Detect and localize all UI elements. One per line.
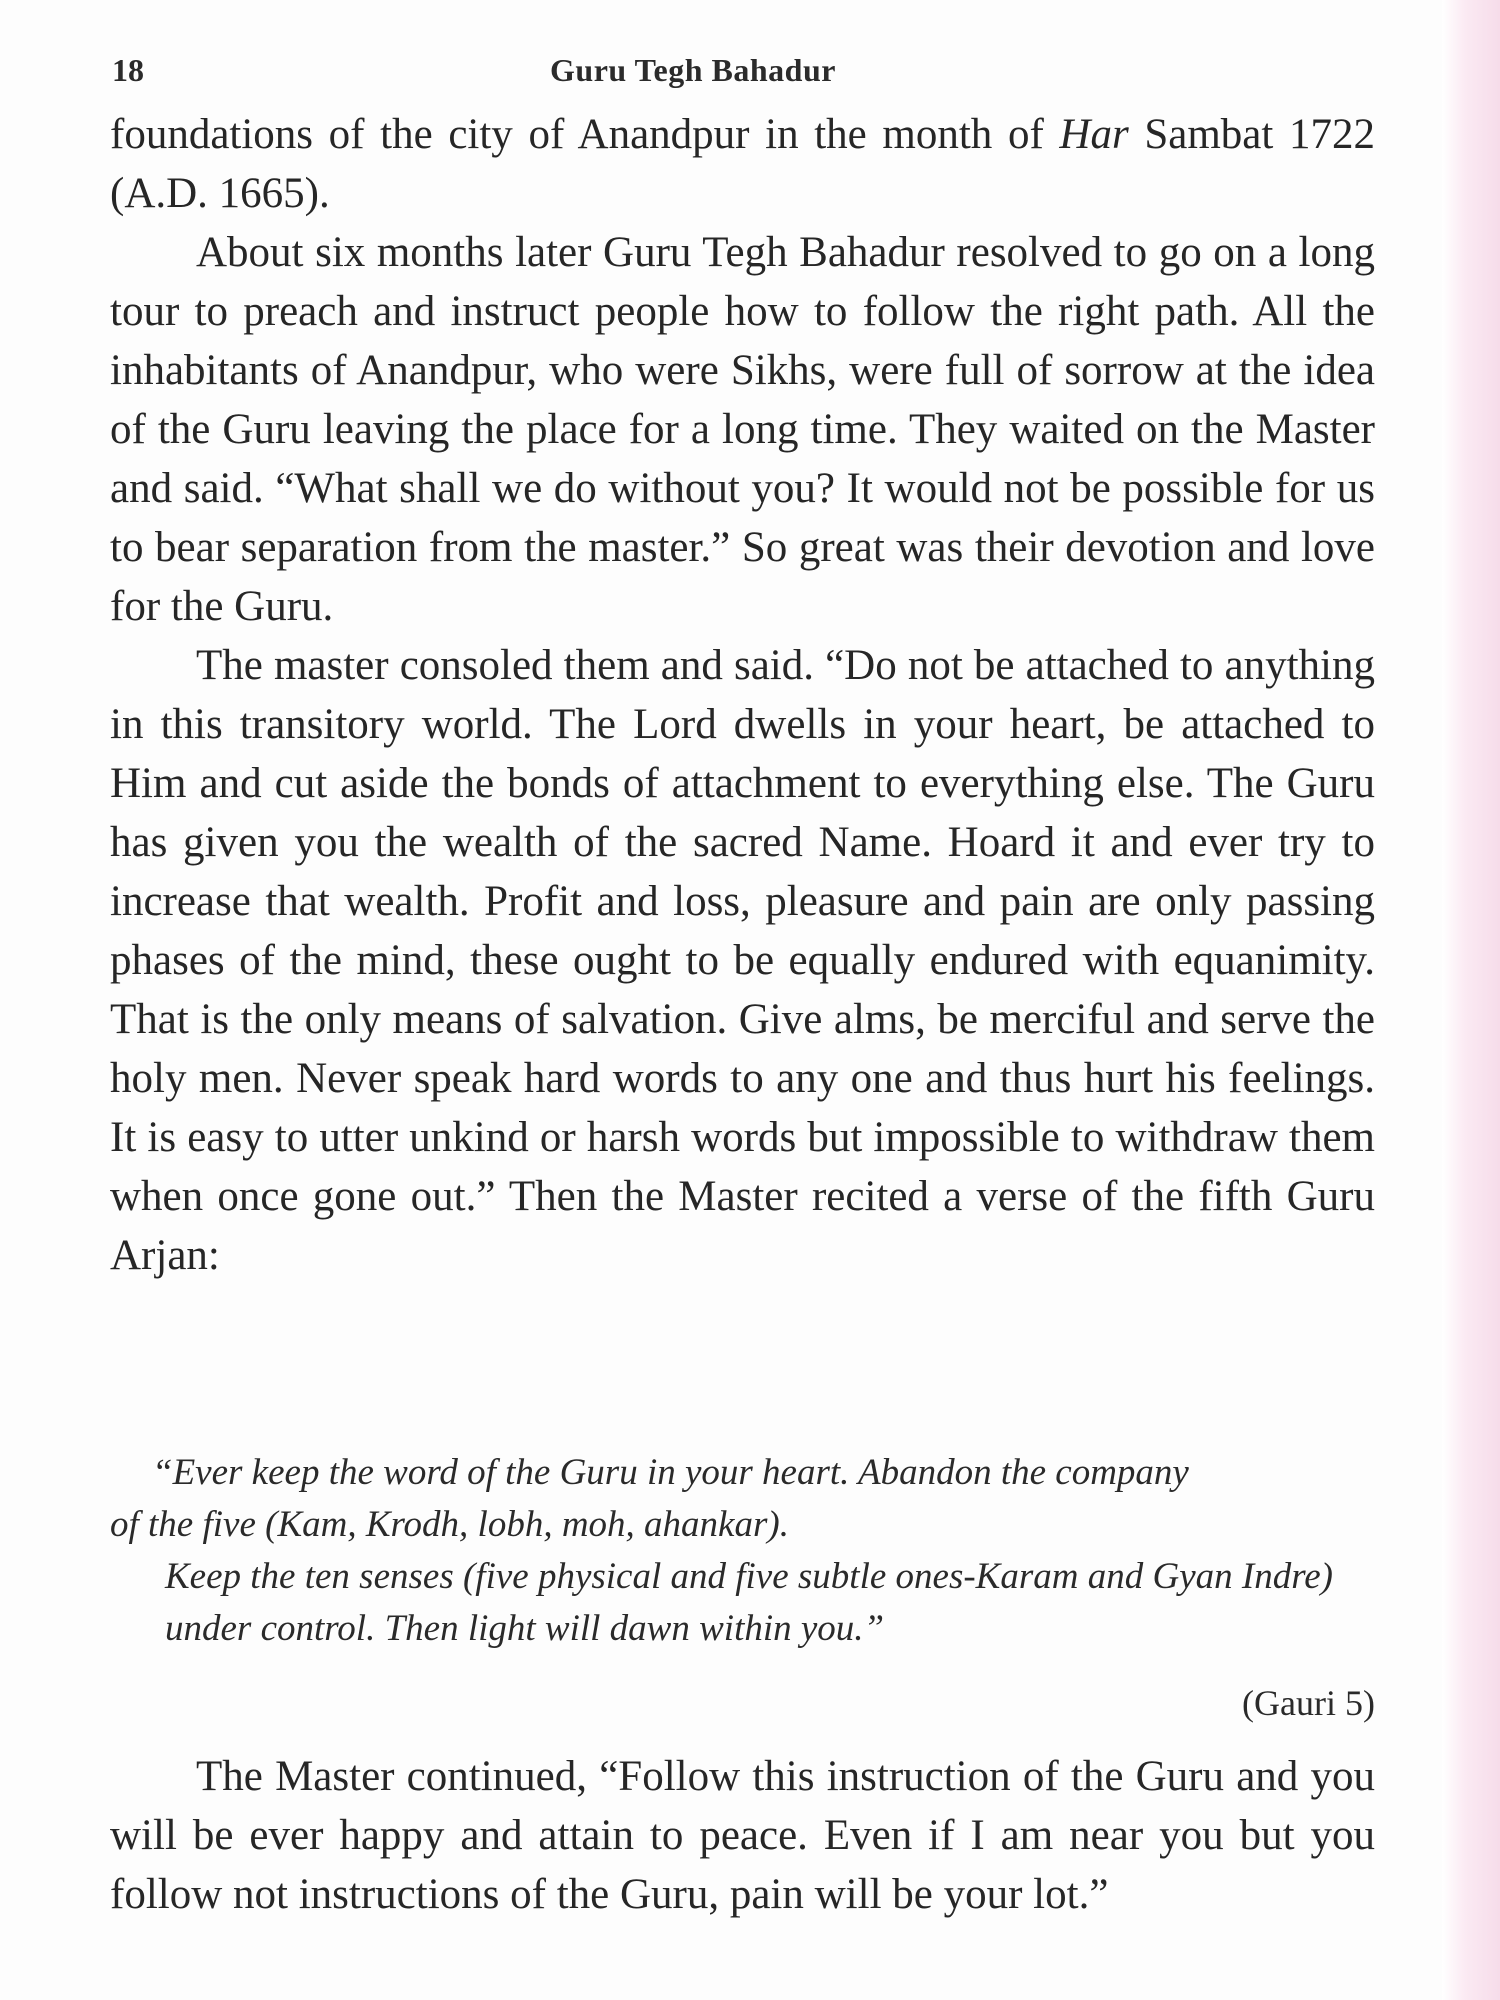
page-number: 18 (112, 52, 144, 88)
page-header (0, 52, 1500, 102)
running-title: Guru Tegh Bahadur (550, 52, 836, 88)
month-name-emphasis: Har (1059, 111, 1129, 158)
verse-quote (110, 1447, 1410, 1655)
verse-line-3: Keep the ten senses (five physical and five subtle ones-Karam and Gyan Indre) under control. Then light will dawn within you.” (165, 1556, 1333, 1649)
paragraph-4: The Master continued, “Follow this instruction of the Guru and you will be ever happy and attain to peace. Even if I am near you but you follow not instructions of the Guru, pain will be your lot.” (110, 1753, 1375, 1918)
paragraph-1-text-start: foundations of the city of Anandpur in the month of (110, 111, 1060, 158)
paragraph-3: The master consoled them and said. “Do not be attached to anything in this transitory world. The Lord dwells in your heart, be attached to Him and cut aside the bonds of attachment to everything else. The Guru has given you the wealth of the sacred Name. Hoard it and ever try to increase that wealth. Profit and loss, pleasure and pain are only passing phases of the mind, these ought to be equally endured with equanimity. That is the only means of salvation. Give alms, be merciful and serve the holy men. Never speak hard words to any one and thus hurt his feelings. It is easy to utter unkind or harsh words but impossible to withdraw them when once gone out.” Then the Master recited a verse of the fifth Guru Arjan: (110, 642, 1375, 1279)
paragraph-1-text-end: Sambat 1722 (A.D. 1665). (110, 111, 1375, 217)
body-text (110, 105, 1375, 1285)
closing-text (110, 1747, 1375, 1924)
verse-citation: (Gauri 5) (1242, 1683, 1375, 1723)
verse-line-1: “Ever keep the word of the Guru in your heart. Abandon the company (152, 1452, 1189, 1493)
paragraph-1 (110, 105, 1375, 223)
paragraph-2: About six months later Guru Tegh Bahadur resolved to go on a long tour to preach and instruct people how to follow the right path. All the inhabitants of Anandpur, who were Sikhs, were full of sorrow at the idea of the Guru leaving the place for a long time. They waited on the Master and said. “What shall we do without you? It would not be possible for us to bear separation from the master.” So great was their devotion and love for the Guru. (110, 229, 1375, 630)
verse-line-2: of the five (Kam, Krodh, lobh, moh, ahankar). (110, 1504, 789, 1545)
page-edge-tint (1442, 0, 1500, 2000)
